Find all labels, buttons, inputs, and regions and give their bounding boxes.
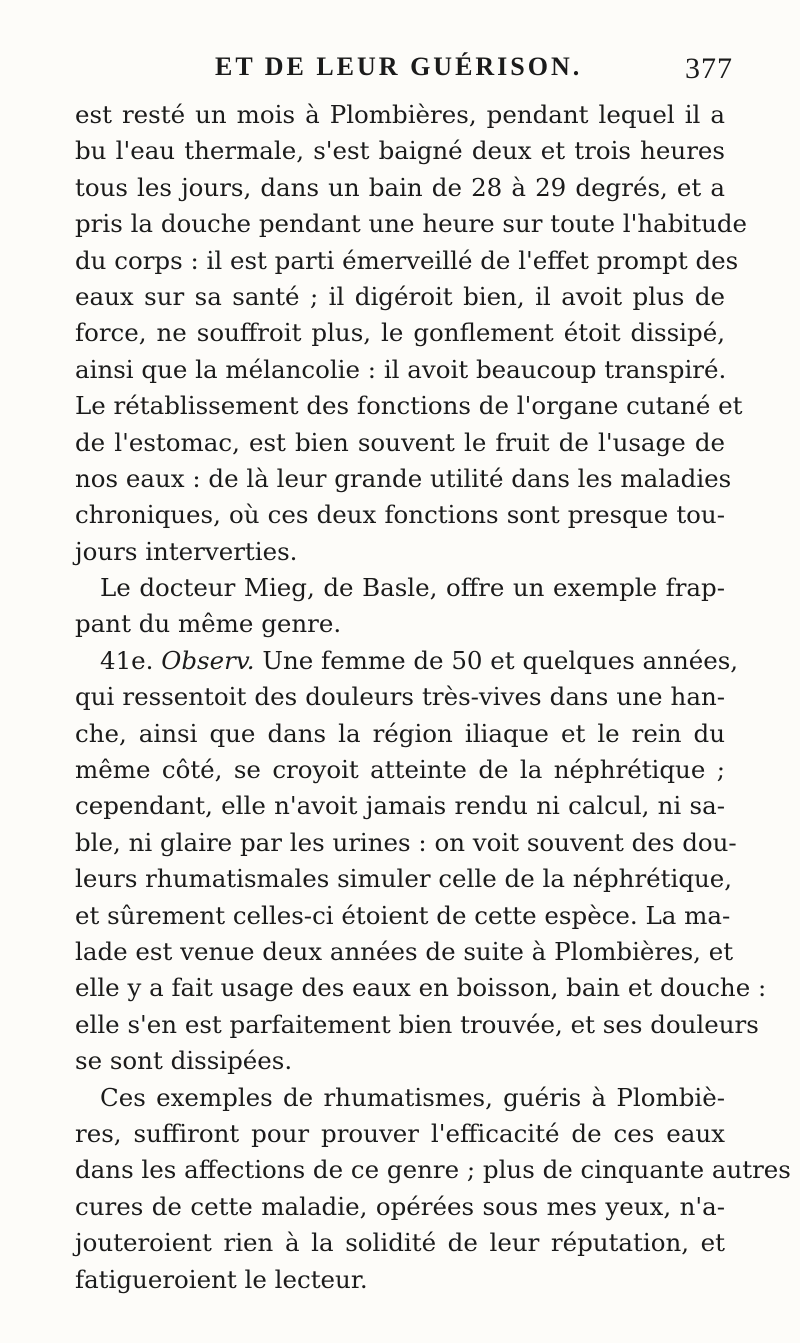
text-line: elle s'en est parfaitement bien trouvée, et ses douleurs: [75, 1009, 759, 1039]
text-line: chroniques, où ces deux fonctions sont presque tou-: [75, 500, 725, 530]
text-line: Le rétablissement des fonctions de l'organe cutané et: [75, 391, 743, 421]
text-line: che, ainsi que dans la région iliaque et le rein du: [75, 718, 725, 748]
text-line: ainsi que la mélancolie : il avoit beaucoup transpiré.: [75, 354, 727, 384]
text-line: Le docteur Mieg, de Basle, offre un exemple frap-: [100, 573, 725, 603]
text-line: qui ressentoit des douleurs très-vives dans une han-: [75, 682, 725, 712]
text-line: leurs rhumatismales simuler celle de la néphrétique,: [75, 864, 733, 894]
text-line: nos eaux : de là leur grande utilité dans les maladies: [75, 463, 732, 493]
text-line: tous les jours, dans un bain de 28 à 29 degrés, et a: [75, 172, 725, 202]
text-line: bu l'eau thermale, s'est baigné deux et trois heures: [75, 136, 725, 166]
page-number: 377: [685, 52, 733, 85]
text-line: du corps : il est parti émerveillé de l'effet prompt des: [75, 245, 739, 275]
text-line: cependant, elle n'avoit jamais rendu ni calcul, ni sa-: [75, 791, 725, 821]
running-head: [215, 52, 775, 92]
text-line: elle y a fait usage des eaux en boisson, bain et douche :: [75, 973, 767, 1003]
text-line: pris la douche pendant une heure sur toute l'habitude: [75, 209, 748, 239]
text-line: jouteroient rien à la solidité de leur réputation, et: [75, 1228, 725, 1258]
text-line: même côté, se croyoit atteinte de la néphrétique ;: [75, 755, 725, 785]
text-line: dans les affections de ce genre ; plus de cinquante autres: [75, 1155, 791, 1185]
text-line: lade est venue deux années de suite à Plombières, et: [75, 936, 734, 966]
observation-label: Observ.: [161, 645, 255, 675]
running-title: ET DE LEUR GUÉRISON.: [215, 52, 583, 81]
text-line: se sont dissipées.: [75, 1046, 293, 1076]
text-line: pant du même genre.: [75, 609, 342, 639]
text-line: force, ne souffroit plus, le gonflement étoit dissipé,: [75, 318, 725, 348]
text-line: et sûrement celles-ci étoient de cette espèce. La ma-: [75, 900, 731, 930]
text-line: eaux sur sa santé ; il digéroit bien, il avoit plus de: [75, 281, 725, 311]
text-line: Ces exemples de rhumatismes, guéris à Plombiè-: [100, 1082, 725, 1112]
text-line: res, suffiront pour prouver l'efficacité de ces eaux: [75, 1118, 725, 1148]
body-text: [75, 97, 791, 1298]
text-line: est resté un mois à Plombières, pendant lequel il a: [75, 100, 725, 129]
text-line: cures de cette maladie, opérées sous mes yeux, n'a-: [75, 1191, 725, 1221]
text-line: ble, ni glaire par les urines : on voit souvent des dou-: [75, 827, 737, 857]
observation-number: 41e.: [100, 645, 154, 675]
text-line: de l'estomac, est bien souvent le fruit de l'usage de: [75, 427, 725, 457]
text-line: jours interverties.: [75, 536, 298, 566]
observation-heading-line: [75, 643, 739, 679]
text-line: fatigueroient le lecteur.: [75, 1264, 368, 1294]
text-line: Une femme de 50 et quelques années,: [262, 645, 739, 675]
